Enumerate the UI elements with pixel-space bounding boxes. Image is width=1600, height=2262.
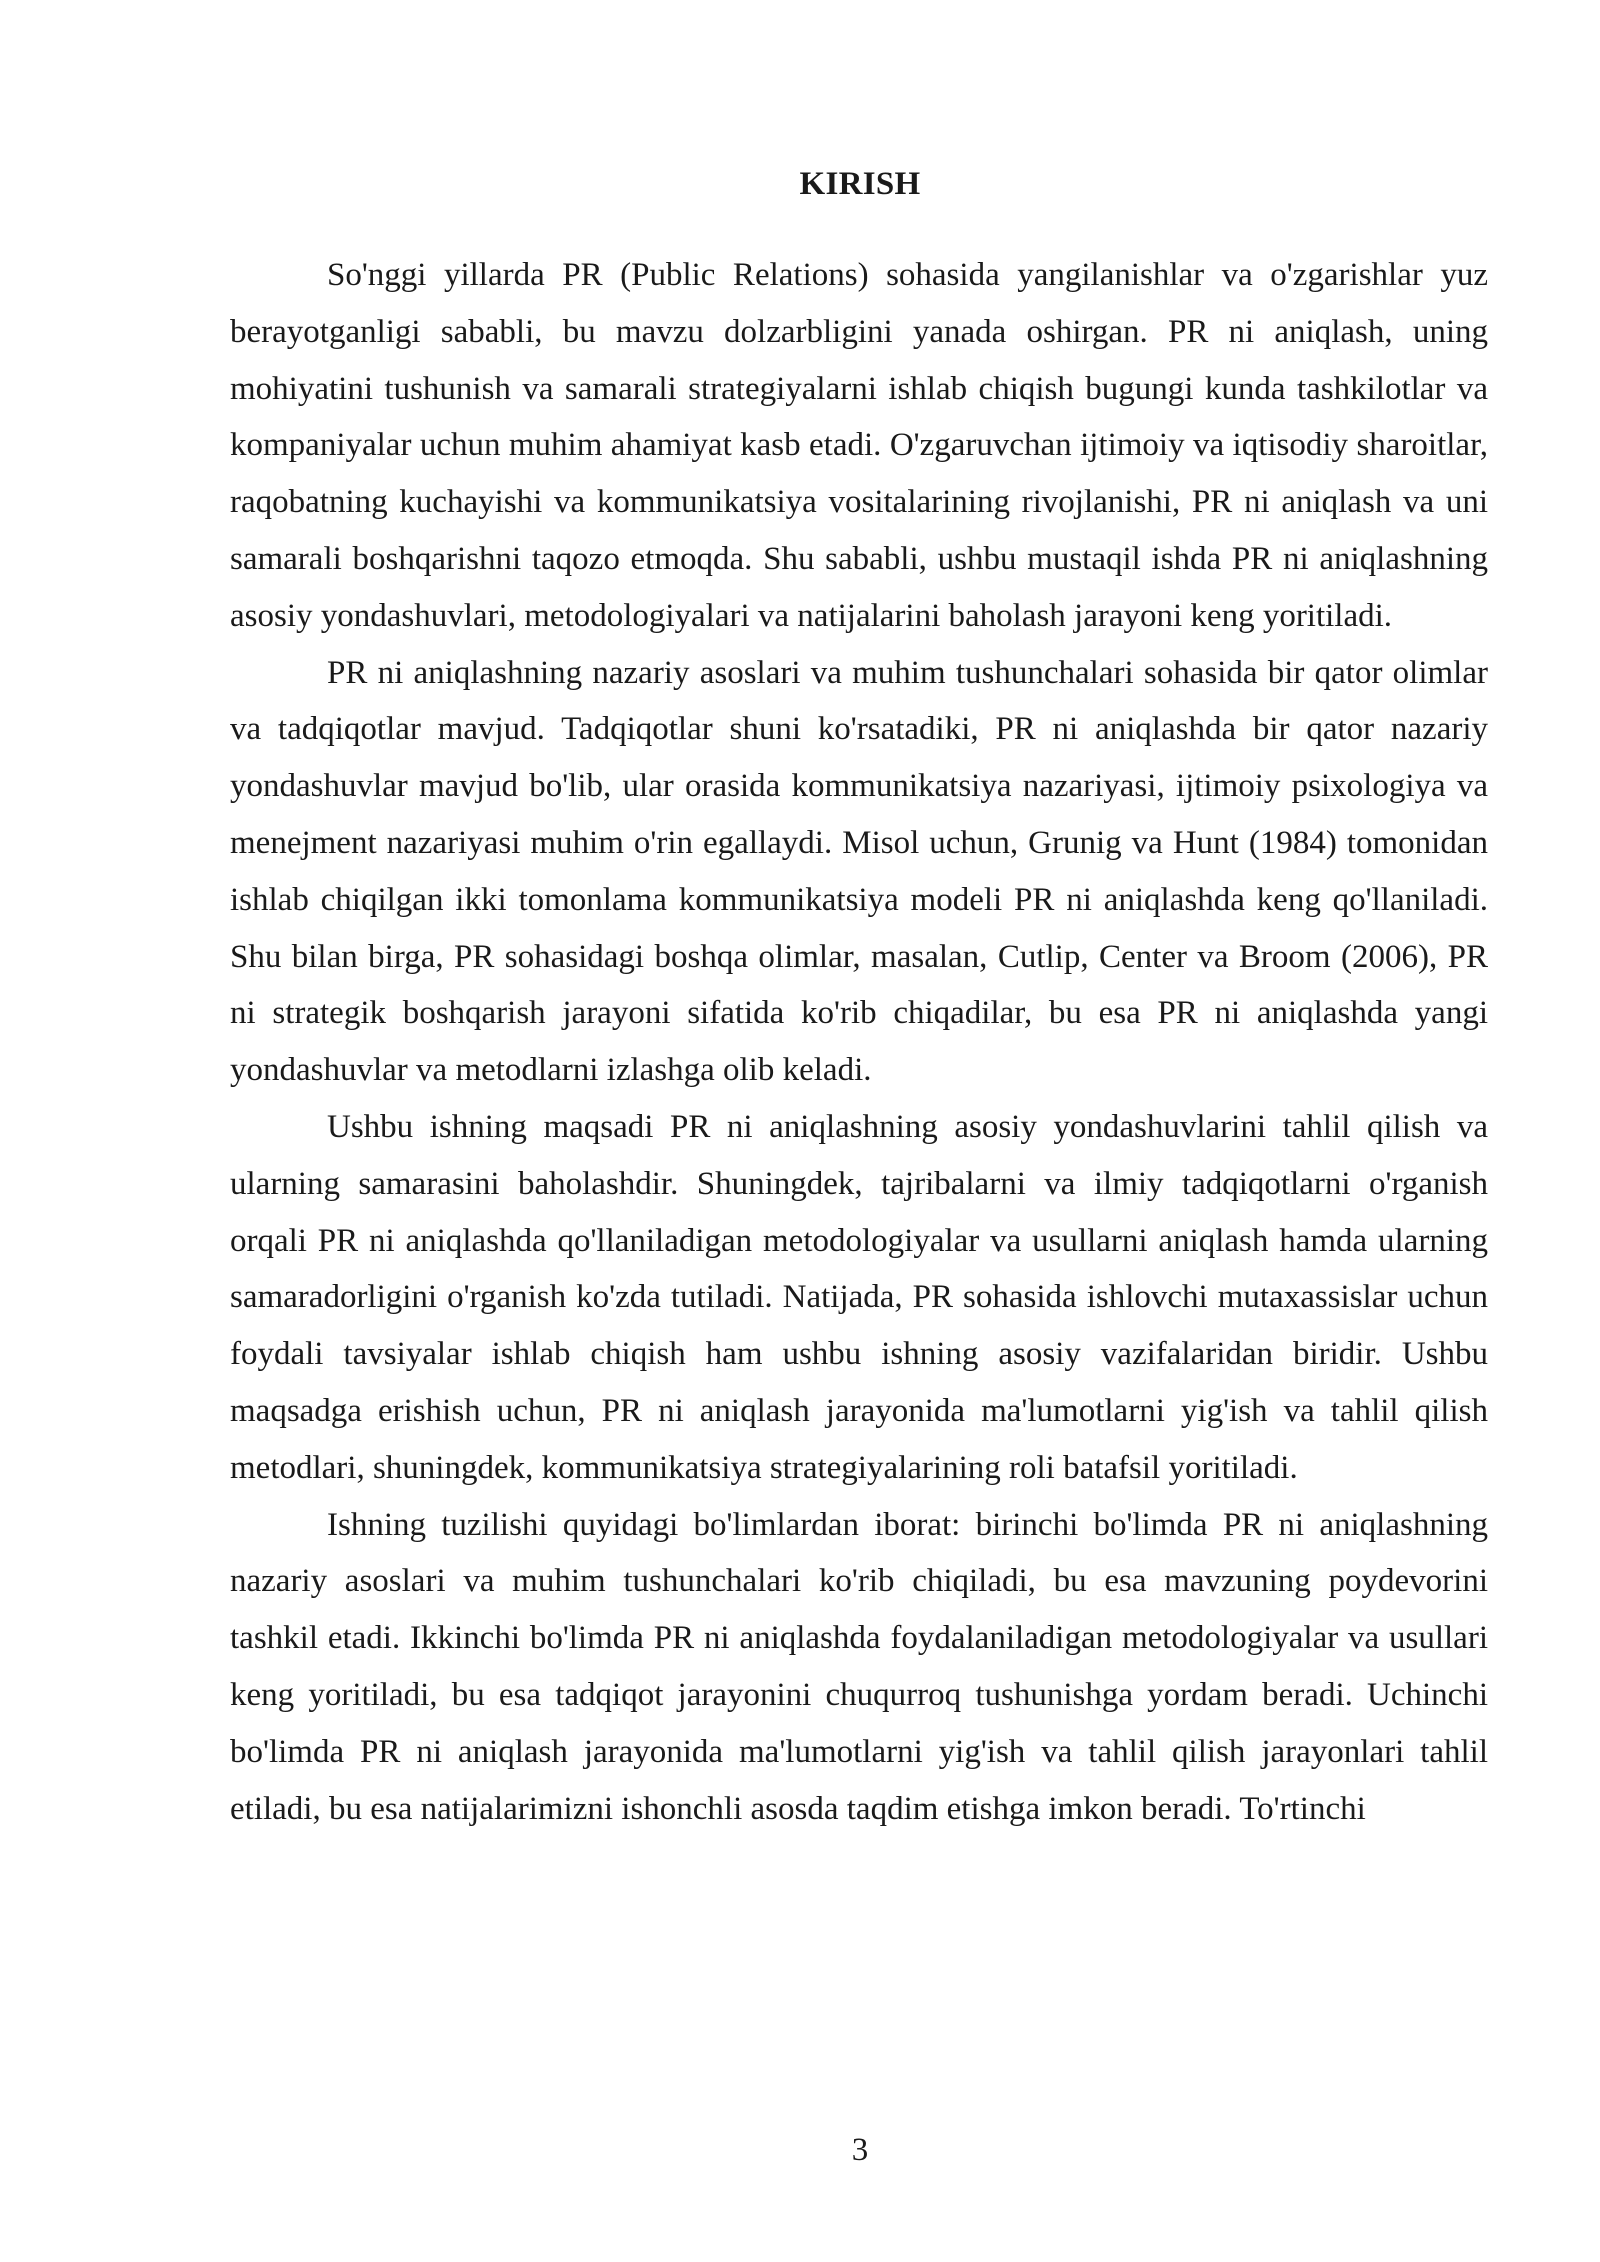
paragraph-1: So'nggi yillarda PR (Public Relations) sohasida yangilanishlar va o'zgarishlar yuz berayotganligi sababli, bu mavzu dolzarbligini yanada oshirgan. PR ni aniqlash, uning mohiyatini tushunish va samarali strategiyalarni ishlab chiqish bugungi kunda tashkilotlar va kompaniyalar uchun muhim ahamiyat kasb etadi. O'zgaruvchan ijtimoiy va iqtisodiy sharoitlar, raqobatning kuchayishi va kommunikatsiya vositalarining rivojlanishi, PR ni aniqlash va uni samarali boshqarishni taqozo etmoqda. Shu sababli, ushbu mustaqil ishda PR ni aniqlashning asosiy yondashuvlari, metodologiyalari va natijalarini baholash jarayoni keng yoritiladi. (230, 257, 1488, 634)
section-title: KIRISH (799, 166, 921, 202)
body-text (230, 247, 1488, 1837)
paragraph-3: Ushbu ishning maqsadi PR ni aniqlashning asosiy yondashuvlarini tahlil qilish va ularning samarasini baholashdir. Shuningdek, tajribalarni va ilmiy tadqiqotlarni o'rganish orqali PR ni aniqlashda qo'llaniladigan metodologiyalar va usullarni aniqlash hamda ularning samaradorligini o'rganish ko'zda tutiladi. Natijada, PR sohasida ishlovchi mutaxassislar uchun foydali tavsiyalar ishlab chiqish ham ushbu ishning asosiy vazifalaridan biridir. Ushbu maqsadga erishish uchun, PR ni aniqlash jarayonida ma'lumotlarni yig'ish va tahlil qilish metodlari, shuningdek, kommunikatsiya strategiyalarining roli batafsil yoritiladi. (230, 1108, 1488, 1486)
paragraph-2: PR ni aniqlashning nazariy asoslari va muhim tushunchalari sohasida bir qator olimlar va tadqiqotlar mavjud. Tadqiqotlar shuni ko'rsatadiki, PR ni aniqlashda bir qator nazariy yondashuvlar mavjud bo'lib, ular orasida kommunikatsiya nazariyasi, ijtimoiy psixologiya va menejment nazariyasi muhim o'rin egallaydi. Misol uchun, Grunig va Hunt (1984) tomonidan ishlab chiqilgan ikki tomonlama kommunikatsiya modeli PR ni aniqlashda keng qo'llaniladi. Shu bilan birga, PR sohasidagi boshqa olimlar, masalan, Cutlip, Center va Broom (2006), PR ni strategik boshqarish jarayoni sifatida ko'rib chiqadilar, bu esa PR ni aniqlashda yangi yondashuvlar va metodlarni izlashga olib keladi. (230, 654, 1488, 1089)
paragraph-4: Ishning tuzilishi quyidagi bo'limlardan iborat: birinchi bo'limda PR ni aniqlashning nazariy asoslari va muhim tushunchalari ko'rib chiqiladi, bu esa mavzuning poydevorini tashkil etadi. Ikkinchi bo'limda PR ni aniqlashda foydalaniladigan metodologiyalar va usullari keng yoritiladi, bu esa tadqiqot jarayonini chuqurroq tushunishga yordam beradi. Uchinchi bo'limda PR ni aniqlash jarayonida ma'lumotlarni yig'ish va tahlil qilish jarayonlari tahlil etiladi, bu esa natijalarimizni ishonchli asosda taqdim etishga imkon beradi. To'rtinchi (230, 1506, 1488, 1827)
page-number: 3 (851, 2132, 869, 2168)
